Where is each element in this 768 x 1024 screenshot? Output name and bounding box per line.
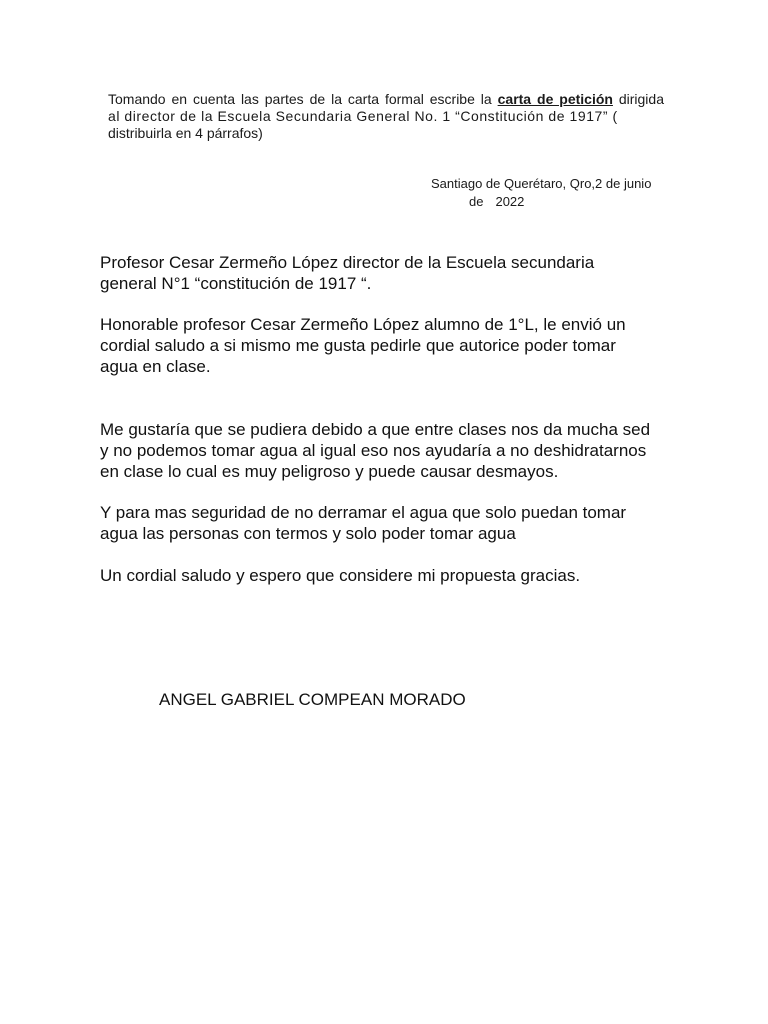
- greeting-line-3: agua en clase.: [100, 357, 211, 376]
- instruction-highlight: carta de petición: [497, 91, 613, 107]
- recipient-line-1: Profesor Cesar Zermeño López director de la Escuela secundaria: [100, 253, 595, 272]
- reason-paragraph: [100, 419, 680, 482]
- recipient-line-2: general N°1 “constitución de 1917 “.: [100, 274, 372, 293]
- greeting-paragraph: [100, 314, 680, 377]
- reason-line-3: en clase lo cual es muy peligroso y puede causar desmayos.: [100, 462, 559, 481]
- closing-paragraph: [100, 565, 680, 586]
- instruction-line-1: [108, 91, 664, 108]
- place-date-line-1: Santiago de Querétaro, Qro,2 de junio: [431, 176, 652, 191]
- date-year: 2022: [495, 194, 525, 209]
- recipient-paragraph: [100, 252, 680, 294]
- instruction-line-3: distribuirla en 4 párrafos): [108, 125, 263, 141]
- place-and-date: [431, 175, 681, 211]
- signature-name: ANGEL GABRIEL COMPEAN MORADO: [159, 690, 466, 709]
- instruction-text: Tomando en cuenta las partes de la carta formal escribe la: [108, 91, 498, 107]
- instruction-line-2: al director de la Escuela Secundaria General No. 1 “Constitución de 1917” (: [108, 108, 618, 124]
- instruction-text: dirigida: [612, 91, 664, 107]
- date-de: de: [469, 194, 484, 209]
- condition-line-1: Y para mas seguridad de no derramar el agua que solo puedan tomar: [100, 503, 627, 522]
- condition-paragraph: [100, 502, 680, 544]
- place-date-line-2: [431, 193, 681, 211]
- assignment-instruction: [108, 91, 664, 142]
- reason-line-1: Me gustaría que se pudiera debido a que entre clases nos da mucha sed: [100, 420, 651, 439]
- greeting-line-1: Honorable profesor Cesar Zermeño López alumno de 1°L, le envió un: [100, 315, 626, 334]
- condition-line-2: agua las personas con termos y solo poder tomar agua: [100, 524, 516, 543]
- reason-line-2: y no podemos tomar agua al igual eso nos ayudaría a no deshidratarnos: [100, 441, 647, 460]
- greeting-line-2: cordial saludo a si mismo me gusta pedirle que autorice poder tomar: [100, 336, 616, 355]
- closing-line-1: Un cordial saludo y espero que considere mi propuesta gracias.: [100, 566, 581, 585]
